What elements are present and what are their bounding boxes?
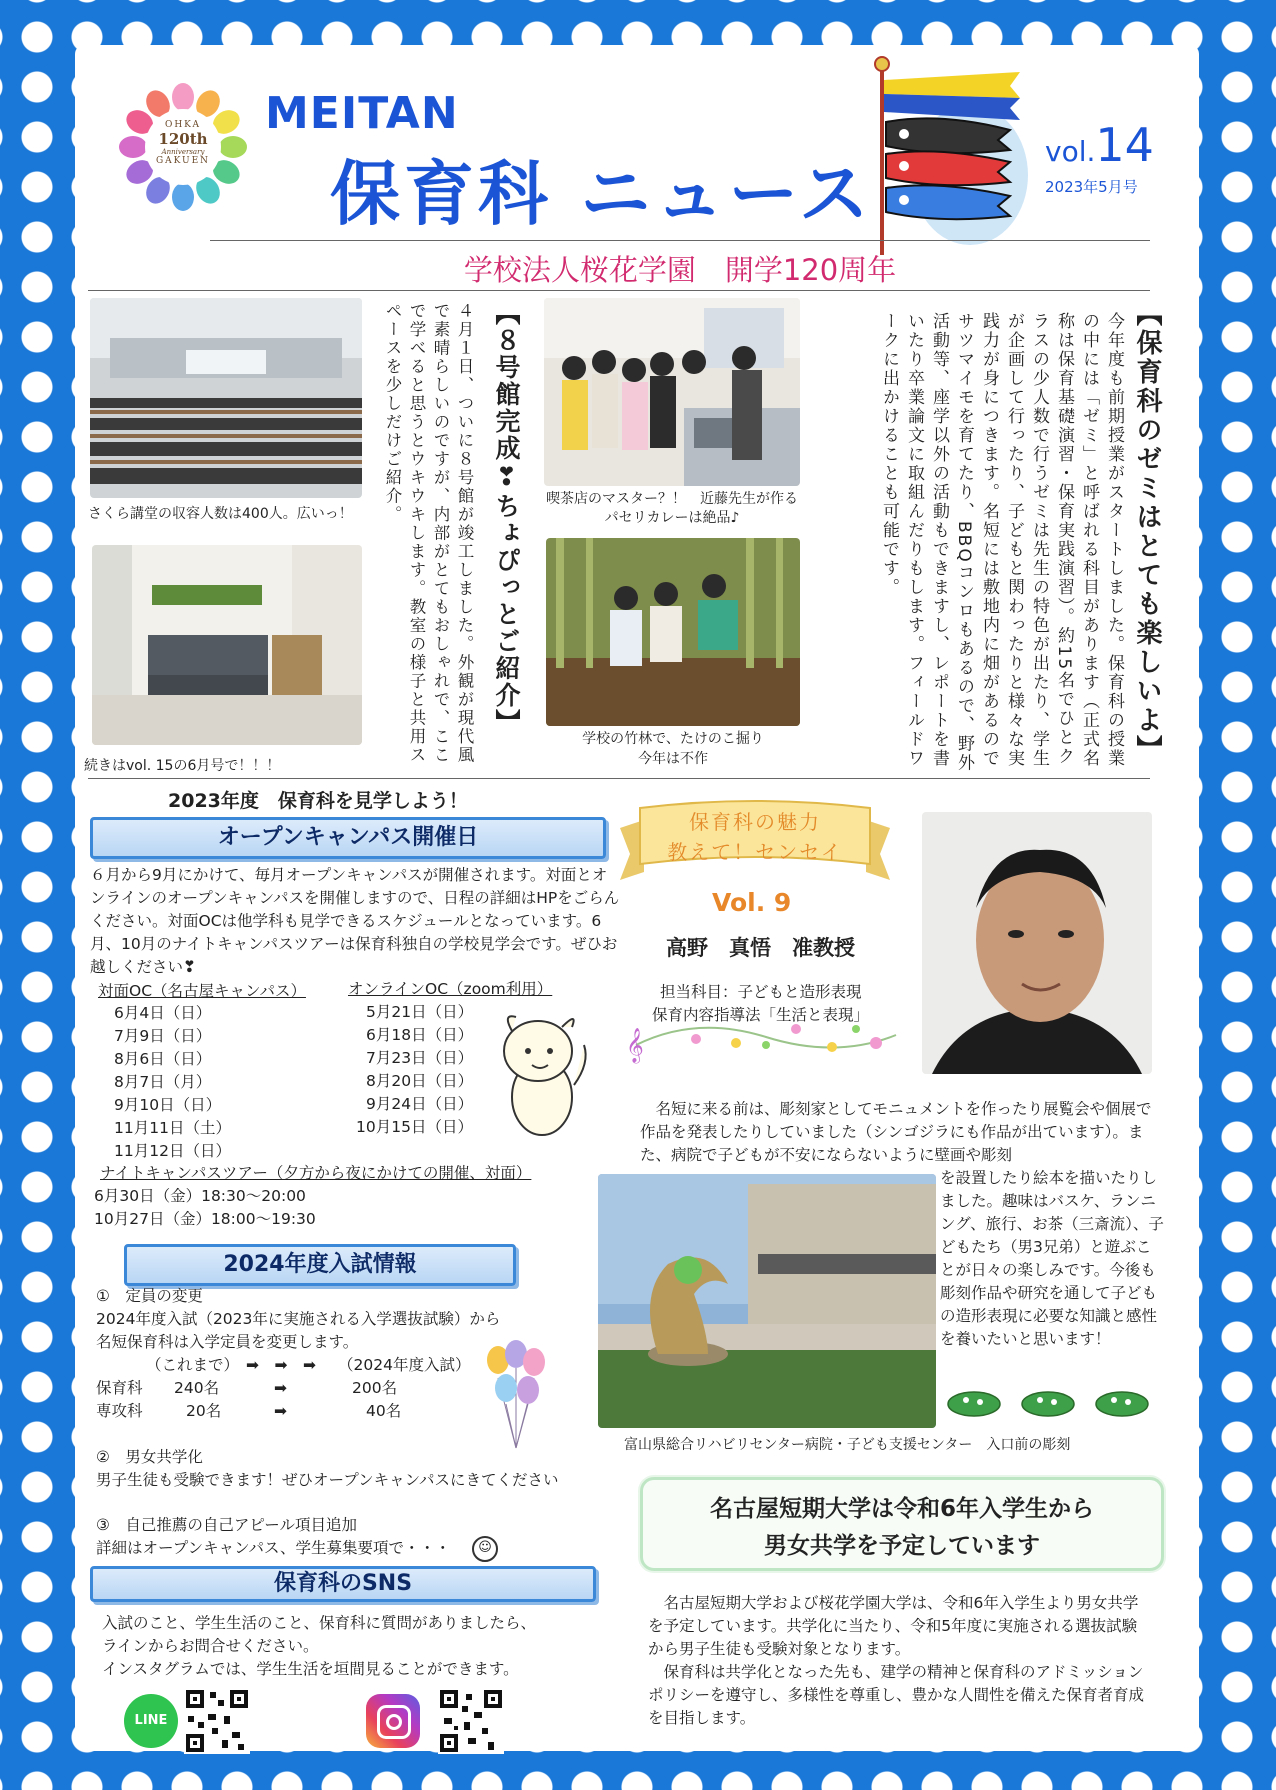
online-date: 6月18日（日） bbox=[366, 1026, 474, 1044]
logo-text-120th: 120th bbox=[158, 130, 208, 148]
coed-para2: 保育科は共学化となった先も、建学の精神と保育科のアドミッションポリシーを遵守し、多様性を尊重し、豊かな人間性を備えた保育者育成を目指します。 bbox=[648, 1663, 1145, 1727]
svg-text:𝄞: 𝄞 bbox=[626, 1028, 644, 1063]
building-heading: 【８号館完成❣ちょぴっとご紹介】 bbox=[492, 300, 521, 736]
sensei-ribbon bbox=[614, 798, 896, 890]
sensei-name: 高野 真悟 准教授 bbox=[666, 936, 855, 960]
sensei-vol: Vol. 9 bbox=[712, 888, 792, 917]
online-date: 10月15日（日） bbox=[356, 1118, 473, 1136]
exam-item3-body: 詳細はオープンキャンパス、学生募集要項で・・・ bbox=[96, 1539, 451, 1557]
balloons-illustration bbox=[482, 1338, 548, 1458]
photo-auditorium bbox=[90, 298, 362, 498]
online-date: 5月21日（日） bbox=[366, 1003, 474, 1021]
capacity-arrow: ➡ bbox=[274, 1402, 287, 1420]
visit-heading: 2023年度 保育科を見学しよう！ bbox=[168, 790, 468, 812]
exam-item3-title: ③ 自己推薦の自己アピール項目追加 bbox=[96, 1516, 357, 1534]
night-campus-title: ナイトキャンパスツアー（夕方から夜にかけての開催、対面） bbox=[100, 1164, 532, 1182]
sns-line3: インスタグラムでは、学生生活を垣間見ることができます。 bbox=[102, 1660, 519, 1678]
table-arrows: ➡ ➡ ➡ bbox=[246, 1356, 316, 1374]
meitan-label: MEITAN bbox=[265, 88, 459, 139]
online-date: 8月20日（日） bbox=[366, 1072, 474, 1090]
face-icon: ☺ bbox=[472, 1536, 498, 1562]
ribbon-line2: 教えて！センセイ bbox=[667, 840, 843, 864]
turtle-decorations bbox=[946, 1380, 1150, 1420]
bamboo-caption-1: 学校の竹林で、たけのこ掘り bbox=[582, 731, 764, 747]
inperson-date: 8月6日（日） bbox=[114, 1050, 212, 1068]
capacity-before: 240名 bbox=[174, 1379, 220, 1397]
koinobori-icon bbox=[860, 50, 1030, 255]
inperson-date: 11月12日（日） bbox=[114, 1142, 231, 1160]
photo-bamboo bbox=[546, 538, 800, 726]
capacity-after: 200名 bbox=[352, 1379, 398, 1397]
instagram-app-icon[interactable] bbox=[366, 1694, 420, 1748]
sensei-portrait bbox=[922, 812, 1152, 1074]
coed-box-line1: 名古屋短期大学は令和6年入学生から bbox=[709, 1496, 1094, 1522]
photo-kissaten bbox=[544, 298, 800, 486]
music-flowers-decoration bbox=[626, 1015, 906, 1065]
bamboo-caption-2: 今年は不作 bbox=[638, 751, 708, 767]
header-rule-bottom bbox=[88, 290, 1150, 291]
capacity-before: 20名 bbox=[186, 1402, 222, 1420]
sensei-body-side: を設置したり絵本を描いたりしました。趣味はバスケ、ランニング、旅行、お茶（三斎流）、子どもたち（男3兄弟）と遊ぶことが日々の楽しみです。今後も彫刻作品や研究を通して子どもの造形表現に必要な知識と感性を養いたいと思います！ bbox=[940, 1169, 1164, 1348]
online-oc-title: オンラインOC（zoom利用） bbox=[348, 980, 553, 998]
line-app-icon[interactable]: LINE bbox=[124, 1694, 178, 1748]
open-campus-banner: オープンキャンパス開催日 bbox=[90, 817, 606, 859]
vol-number: 14 bbox=[1095, 118, 1154, 172]
building-body: ４月１日、ついに８号館が竣工しました。外観が現代風で素晴らしいのですが、内部がとてもおしゃれで、ここで学べると思うとウキウキします。教室の様子と共用スペースを少しだけご紹介。 bbox=[383, 302, 474, 765]
exam-item1-title: ① 定員の変更 bbox=[96, 1287, 203, 1305]
table-header-after: （2024年度入試） bbox=[338, 1356, 471, 1374]
inperson-date: 8月7日（月） bbox=[114, 1073, 212, 1091]
inperson-date: 9月10日（日） bbox=[114, 1096, 222, 1114]
zemi-heading: 【保育科のゼミはとても楽しいよ】 bbox=[1132, 300, 1162, 764]
line-qr-code[interactable] bbox=[184, 1688, 250, 1754]
photo-lounge bbox=[92, 545, 362, 745]
exam-item2-body: 男子生徒も受験できます！ぜひオープンキャンパスにきてください bbox=[96, 1471, 559, 1489]
ribbon-line1: 保育科の魅力 bbox=[689, 810, 821, 834]
inperson-date: 11月11日（土） bbox=[114, 1119, 231, 1137]
header-rule-top bbox=[210, 240, 1150, 241]
volume-number bbox=[1045, 118, 1154, 172]
sculpture-caption: 富山県総合リハビリセンター病院・子ども支援センター 入口前の彫刻 bbox=[624, 1437, 1071, 1453]
sensei-subjects-1: 担当科目：子どもと造形表現 bbox=[660, 983, 862, 1001]
capacity-after: 40名 bbox=[366, 1402, 402, 1420]
issue-date: 2023年5月号 bbox=[1045, 178, 1138, 196]
anniversary-logo bbox=[118, 82, 248, 212]
inperson-date: 6月4日（日） bbox=[114, 1004, 212, 1022]
vol-label: vol. bbox=[1045, 135, 1096, 168]
sns-line2: ラインからお問合せください。 bbox=[102, 1637, 319, 1655]
capacity-dept: 専攻科 bbox=[96, 1402, 143, 1420]
capacity-dept: 保育科 bbox=[96, 1379, 143, 1397]
sculpture-photo bbox=[598, 1174, 936, 1428]
sensei-subjects-2: 保育内容指導法「生活と表現」 bbox=[652, 1006, 870, 1024]
zemi-body: 今年度も前期授業がスタートしました。保育科の授業の中には「ゼミ」と呼ばれる科目があります（正式名称は保育基礎演習・保育実践演習）。約15名でひとクラスの少人数で行うゼミは先生の特色が出たり、学生が企画して行ったり、子どもと関わったりと様々な実践力が身につきます。名短には敷地内に畑があるのでサツマイモを育てたり、BBQコンロもあるので、野外活動等、座学以外の活動もできますし、レポートを書いたり卒業論文に取組んだりもします。フィールドワークに出かけることも可能です。 bbox=[879, 312, 1124, 773]
logo-text-gakuen: GAKUEN bbox=[155, 156, 211, 166]
inperson-date: 7月9日（日） bbox=[114, 1027, 212, 1045]
auditorium-caption: さくら講堂の収容人数は400人。広いっ！ bbox=[88, 506, 353, 522]
sns-banner: 保育科のSNS bbox=[90, 1566, 596, 1602]
coed-box-line2: 男女共学を予定しています bbox=[764, 1533, 1040, 1559]
inperson-oc-title: 対面OC（名古屋キャンパス） bbox=[98, 982, 306, 1000]
sns-line1: 入試のこと、学生生活のこと、保育科に質問がありましたら、 bbox=[102, 1614, 537, 1632]
exam-item1-line2: 名短保育科は入学定員を変更します。 bbox=[96, 1333, 359, 1351]
mascot-illustration bbox=[492, 1005, 594, 1145]
table-header-before: （これまで） bbox=[146, 1356, 240, 1374]
coed-announcement-box bbox=[640, 1477, 1164, 1571]
open-campus-body: ６月から9月にかけて、毎月オープンキャンパスが開催されます。対面とオンラインのオープンキャンパスを開催しますので、日程の詳細はHPをごらんください。対面OCは他学科も見学できるスケジュールとなっています。6月、10月のナイトキャンパスツアーは保育科独自の学校見学会です。ぜひお越しください❣ bbox=[90, 866, 620, 976]
capacity-arrow: ➡ bbox=[274, 1379, 287, 1397]
logo-text-anniversary: Anniversary bbox=[161, 148, 205, 156]
exam-info-banner: 2024年度入試情報 bbox=[124, 1244, 516, 1286]
night-campus-date: 6月30日（金）18:30～20:00 bbox=[94, 1187, 306, 1205]
header-subtitle: 学校法人桜花学園 開学120周年 bbox=[463, 253, 897, 287]
coed-para1: 名古屋短期大学および桜花学園大学は、令和6年入学生より男女共学を予定しています。共学化に当たり、令和5年度に実施される選抜試験から男子生徒も受験対象となります。 bbox=[648, 1594, 1139, 1658]
exam-item2-title: ② 男女共学化 bbox=[96, 1448, 203, 1466]
online-date: 9月24日（日） bbox=[366, 1095, 474, 1113]
mid-rule bbox=[88, 778, 1150, 779]
sensei-body-intro: 名短に来る前は、彫刻家としてモニュメントを作ったり展覧会や個展で作品を発表したりしていました（シンゴジラにも作品が出ています）。また、病院で子どもが不安にならないように壁画や彫刻 bbox=[640, 1100, 1152, 1164]
building-continued: 続きはvol. 15の6月号で！！！ bbox=[84, 758, 281, 774]
instagram-qr-code[interactable] bbox=[438, 1688, 504, 1754]
online-date: 7月23日（日） bbox=[366, 1049, 474, 1067]
logo-text-ohka: OHKA bbox=[164, 120, 202, 130]
night-campus-date: 10月27日（金）18:00～19:30 bbox=[94, 1210, 316, 1228]
newsletter-title: 保育科 ニュース bbox=[330, 153, 873, 235]
kissaten-caption: 喫茶店のマスター？！ 近藤先生が作るパセリカレーは絶品♪ bbox=[546, 491, 798, 526]
exam-item1-line1: 2024年度入試（2023年に実施される入学選抜試験）から bbox=[96, 1310, 501, 1328]
